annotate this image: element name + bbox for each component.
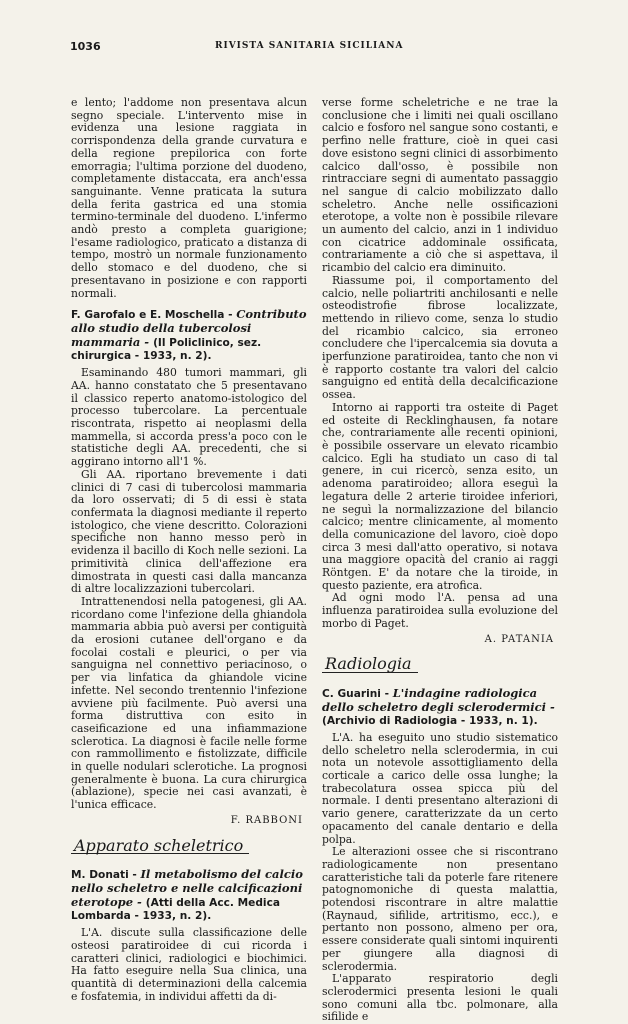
paragraph: L'A. ha eseguito uno studio sistematico dello scheletro nella sclerodermia, in cui nota un notevole assottigliamento della corticale a carico delle ossa lunghe; la trabecolatura ossea spicca più del normale. I denti presentano alterazioni di vario genere, caratterizzate da un certo opacamento del canale dentario e della polpa. (322, 730, 558, 846)
review-title: L'indagine radiologica dello scheletro degli sclerodermici - (322, 685, 555, 714)
review-source: (Atti della Acc. Medica Lombarda - 1933, n. 2). (71, 897, 280, 923)
reviewer-signature: F. RABBONI (230, 814, 303, 826)
review-authors: C. Guarini - (322, 687, 393, 700)
paragraph: Gli AA. riportano brevemente i dati clinici di 7 casi di tubercolosi mammaria da loro osservati; di 5 di essi è stata confermata la diagnosi mediante il reperto istologico, che viene descritto. Colorazioni specifiche non hanno messo però in evidenza il bacillo di Koch nelle sezioni. La primitività clinica dell'affezione era dimostrata in questi casi dalla mancanza di altre localizzazioni tubercolari. (71, 467, 307, 596)
paragraph: verse forme scheletriche e ne trae la conclusione che i limiti nei quali oscillano calcio e fosforo nel sangue sono costanti, e perfino nelle fratture, cioè in quei casi dove esistono segni clinici di assorbimento calcico dall'osso, è possibile non rintracciare segni di aumentato passaggio nel sangue di calcio mobilizzato dallo scheletro. Anche nelle ossificazioni eterotope, a volte non è possibile rilevare un aumento del calcio, anzi in 1 individuo con cicatrice addominale ossificata, contrariamente a ciò che si aspettava, il ricambio del calcio era diminuito. (322, 96, 558, 275)
paragraph: Intrattenendosi nella patogenesi, gli AA. ricordano come l'infezione della ghiandola mammaria abbia può aversi per contiguità da erosioni cutanee dell'organo e da focolai costali e pleurici, o per via sanguigna nel connettivo periacinoso, o per via linfatica da ghiandole vicine infette. Nel secondo trentennio l'infezione avviene più facilmente. Può aversi una forma distruttiva con esito in caseificazione ed una infiammazione sclerotica. La diagnosi è facile nelle forme con rammollimento e fistolizzate, difficile in quelle nodulari sclerotiche. La prognosi generalmente è buona. La cura chirurgica (ablazione), specie nei casi avanzati, è l'unica efficace. (71, 594, 307, 812)
section-heading: Radiologia (322, 658, 418, 673)
paragraph: L'apparato respiratorio degli sclerodermici presenta lesioni le quali sono comuni alla tbc. polmonare, alla sifilide e (322, 972, 558, 1024)
review-authors: M. Donati - (71, 869, 141, 882)
paragraph: e lento; l'addome non presentava alcun segno speciale. L'intervento mise in evidenza una lesione raggiata in corrispondenza della grande curvatura e della regione prepilorica con forte emorragia; l'ultima porzione del duodeno, completamente distaccata, era anch'essa sanguinante. Venne praticata la sutura della ferita gastrica ed una stomia termino-terminale del duodeno. L'infermo andò presto a completa guarigione; l'esame radiologico, praticato a distanza di tempo, mostrò un normale funzionamento dello stomaco e del duodeno, che si presentavano in posizione e con rapporti normali. (71, 96, 307, 300)
review-source: (Il Policlinico, sez. chirurgica - 1933, n. 2). (71, 337, 262, 363)
journal-title: RIVISTA SANITARIA SICILIANA (215, 41, 404, 51)
review-heading (71, 308, 307, 363)
review-heading (322, 687, 558, 728)
paragraph: Ad ogni modo l'A. pensa ad una influenza paratiroidea sulla evoluzione del morbo di Paget. (322, 591, 558, 630)
review-source: (Archivio di Radiologia - 1933, n. 1). (322, 714, 538, 727)
review-title: Il metabolismo del calcio nello scheletro e nelle calcificazioni eterotope - (71, 867, 303, 910)
paragraph: L'A. discute sulla classificazione delle osteosi paratiroidee di cui ricorda i caratteri clinici, radiologici e biochimici. Ha fatto eseguire nella Sua clinica, una quantità di determinazioni della calcemia e fosfatemia, in individui affetti da di- (71, 926, 307, 1003)
review-heading (71, 868, 307, 923)
paragraph: Riassume poi, il comportamento del calcio, nelle poliartriti anchilosanti e nelle osteodistrofie fibrose localizzate, mettendo in rilievo come, senza lo studio del ricambio calcico, sia erroneo concludere che l'ipercalcemia sia dovuta a iperfunzione paratiroidea, tanto che non vi è rapporto costante tra valori del calcio sanguigno ed entità della decalcificazione ossea. (322, 273, 558, 402)
paragraph: Esaminando 480 tumori mammari, gli AA. hanno constatato che 5 presentavano il classico reperto anatomo-istologico del processo tubercolare. La percentuale riscontrata, rispetto ai neoplasmi della mammella, si accorda press'a poco con le statistiche degli AA. precedenti, che si aggirano intorno all'1 %. (71, 366, 307, 469)
paragraph: Intorno ai rapporti tra osteite di Paget ed osteite di Recklinghausen, fa notare che, contrariamente alle recenti opinioni, è possibile osservare un elevato ricambio calcico. Egli ha studiato un caso di tal genere, in cui ricercò, senza esito, un adenoma paratiroideo; allora eseguì la legatura delle 2 arterie tiroidee inferiori, ne seguì la normalizzazione del bilancio calcico; mentre clinicamente, al momento della comunicazione del lavoro, cioè dopo circa 3 mesi dall'atto operativo, si notava una maggiore opacità del cranio ai raggi Röntgen. E' da notare che la tiroide, in questo paziente, era atrofica. (322, 400, 558, 592)
review-authors: F. Garofalo e E. Moschella - (71, 309, 237, 322)
left-column (71, 97, 307, 1003)
page-number: 1036 (70, 40, 101, 53)
right-column (322, 97, 558, 1024)
review-title: Contributo allo studio della tubercolosi mammaria - (71, 307, 307, 350)
reviewer-signature: A. PATANIA (484, 633, 554, 645)
paragraph: Le alterazioni ossee che si riscontrano radiologicamente non presentano caratteristiche tali da poterle fare ritenere patognomoniche di questa malattia, potendosi riscontrare in altre malattie (Raynaud, sifilide, artritismo, ecc.), e pertanto non possono, almeno per ora, essere considerate quali sintomi inquirenti per giungere alla diagnosi di sclerodermia. (322, 845, 558, 973)
section-heading: Apparato scheletrico (71, 840, 249, 855)
